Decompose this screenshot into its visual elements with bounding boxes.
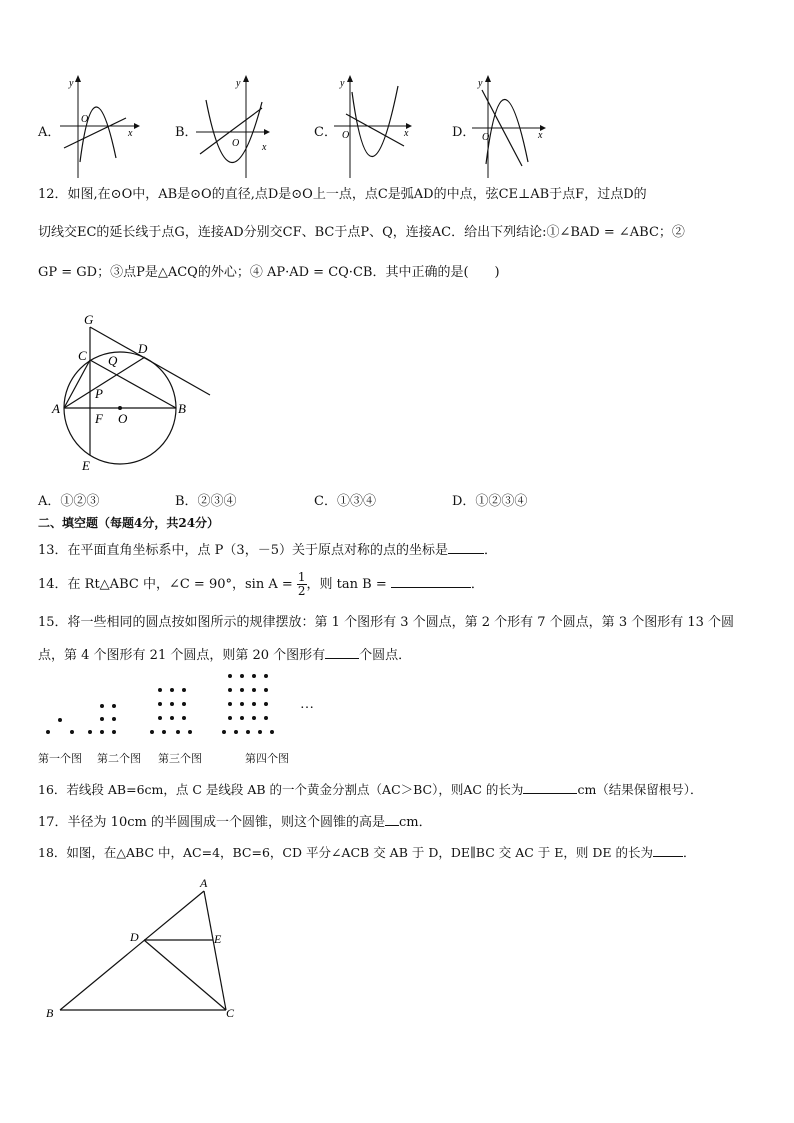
q14-fraction-num: 1 <box>297 570 306 584</box>
q17 <box>38 813 432 831</box>
q12-label-c: C <box>78 348 87 363</box>
section-2-heading: 二、填空题（每题4分，共24分） <box>38 516 220 530</box>
q11-a-origin: O <box>81 114 89 125</box>
q11-option-b-label: B． <box>175 125 198 140</box>
q13 <box>38 541 497 559</box>
q12-label-o: O <box>118 411 128 426</box>
q12-option-c: C．①③④ <box>314 494 376 509</box>
q11-c-x-label: x <box>404 128 409 139</box>
q11-option-a-label: A． <box>38 125 61 140</box>
q12-option-a: A．①②③ <box>38 494 100 509</box>
q11-option-c-graph <box>334 74 418 180</box>
q14-answer-blank <box>391 575 471 588</box>
q14-text-mid: ，则 tan B = <box>306 577 391 592</box>
q14 <box>38 570 484 600</box>
q12-option-b: B．②③④ <box>175 494 237 509</box>
q12-label-a: A <box>52 401 60 416</box>
q11-c-origin: O <box>342 130 350 141</box>
q12-label-d: D <box>138 341 148 356</box>
q18-label-e: E <box>214 932 222 946</box>
q13-answer-blank <box>448 541 484 554</box>
q12-label-b: B <box>178 401 186 416</box>
q15-ellipsis: … <box>300 697 314 712</box>
q17-end: cm． <box>398 815 432 830</box>
q12-label-f: F <box>95 411 103 426</box>
q15-caption-3: 第三个图 <box>158 752 202 765</box>
q11-a-y-label: y <box>69 78 74 89</box>
q15-answer-blank <box>325 646 359 659</box>
q12-figure <box>44 305 224 477</box>
q15-text: 点，第 4 个图形有 21 个圆点，则第 20 个图形有 <box>38 648 326 663</box>
q15-caption-1: 第一个图 <box>38 752 82 765</box>
q15-caption-2: 第二个图 <box>97 752 141 765</box>
q11-a-x-label: x <box>128 128 133 139</box>
q16-answer-blank <box>523 781 577 794</box>
q18-label-b: B <box>46 1006 54 1020</box>
q18-text: 18．如图，在△ABC 中，AC=4，BC=6，CD 平分∠ACB 交 AB 于 D，DE∥BC 交 AC 于 E，则 DE 的长为 <box>38 845 653 860</box>
q17-text: 17．半径为 10cm 的半圆围成一个圆锥，则这个圆锥的高是 <box>38 815 385 830</box>
q11-c-y-label: y <box>340 78 345 89</box>
q12-line-1: 12．如图,在⊙O中，AB是⊙O的直径,点D是⊙O上一点，点C是弧AD的中点，弦CE⊥AB于点F，过点D的 <box>38 187 647 202</box>
q14-end: ． <box>470 577 484 592</box>
q11-b-x-label: x <box>262 142 267 153</box>
q11-d-y-label: y <box>478 78 483 89</box>
q15-figure-1 <box>46 718 74 734</box>
q15-line-1: 15．将一些相同的圆点按如图所示的规律摆放：第 1 个图形有 3 个圆点，第 2 个形有 7 个圆点，第 3 个图形有 13 个圆 <box>38 615 735 630</box>
q16-text: 16．若线段 AB=6cm，点 C 是线段 AB 的一个黄金分割点（AC＞BC），则AC 的长为 <box>38 782 524 797</box>
q12-line-3: GP = GD；③点P是△ACQ的外心；④ AP·AD = CQ·CB．其中正确的是( ) <box>38 265 500 280</box>
q12-label-e: E <box>82 458 90 473</box>
q11-option-b-graph <box>196 74 276 180</box>
q18-end: ． <box>682 845 696 860</box>
q11-option-d-graph <box>472 74 552 180</box>
q17-answer-blank <box>385 813 399 826</box>
q11-b-origin: O <box>232 138 240 149</box>
q15-figure-3 <box>150 688 192 734</box>
q11-option-c-label: C． <box>314 125 337 140</box>
q18 <box>38 844 696 861</box>
q15-figure-2 <box>88 704 116 734</box>
q13-end: ． <box>483 543 497 558</box>
q15-figure-4 <box>222 674 274 734</box>
q12-label-g: G <box>84 312 94 327</box>
q12-label-p: P <box>95 386 103 401</box>
q12-line-2: 切线交EC的延长线于点G，连接AD分别交CF、BC于点P、Q，连接AC．给出下列结论:①∠BAD = ∠ABC；② <box>38 225 685 240</box>
q16-end: cm（结果保留根号）． <box>577 782 703 797</box>
q11-option-d-label: D． <box>452 125 476 140</box>
q18-answer-blank <box>653 844 683 857</box>
q11-d-x-label: x <box>538 130 543 141</box>
q16 <box>38 781 703 798</box>
q15-dot-figure <box>44 672 334 742</box>
q12-label-q: Q <box>108 353 118 368</box>
q11-option-a-graph <box>60 74 140 180</box>
q14-fraction-den: 2 <box>297 584 306 598</box>
q15-caption-4: 第四个图 <box>245 752 289 765</box>
q15-end: 个圆点． <box>359 648 412 663</box>
q11-b-y-label: y <box>236 78 241 89</box>
q14-text: 14．在 Rt△ABC 中，∠C = 90°，sin A = <box>38 577 297 592</box>
q15-line-2 <box>38 646 411 664</box>
q18-figure <box>40 875 250 1025</box>
q13-text: 13．在平面直角坐标系中，点 P（3，－5）关于原点对称的点的坐标是 <box>38 543 448 558</box>
q18-label-d: D <box>130 930 139 944</box>
q11-d-origin: O <box>482 132 490 143</box>
q12-option-d: D．①②③④ <box>452 494 528 509</box>
q18-label-a: A <box>200 876 208 890</box>
q14-fraction <box>297 571 307 598</box>
q18-label-c: C <box>226 1006 235 1020</box>
